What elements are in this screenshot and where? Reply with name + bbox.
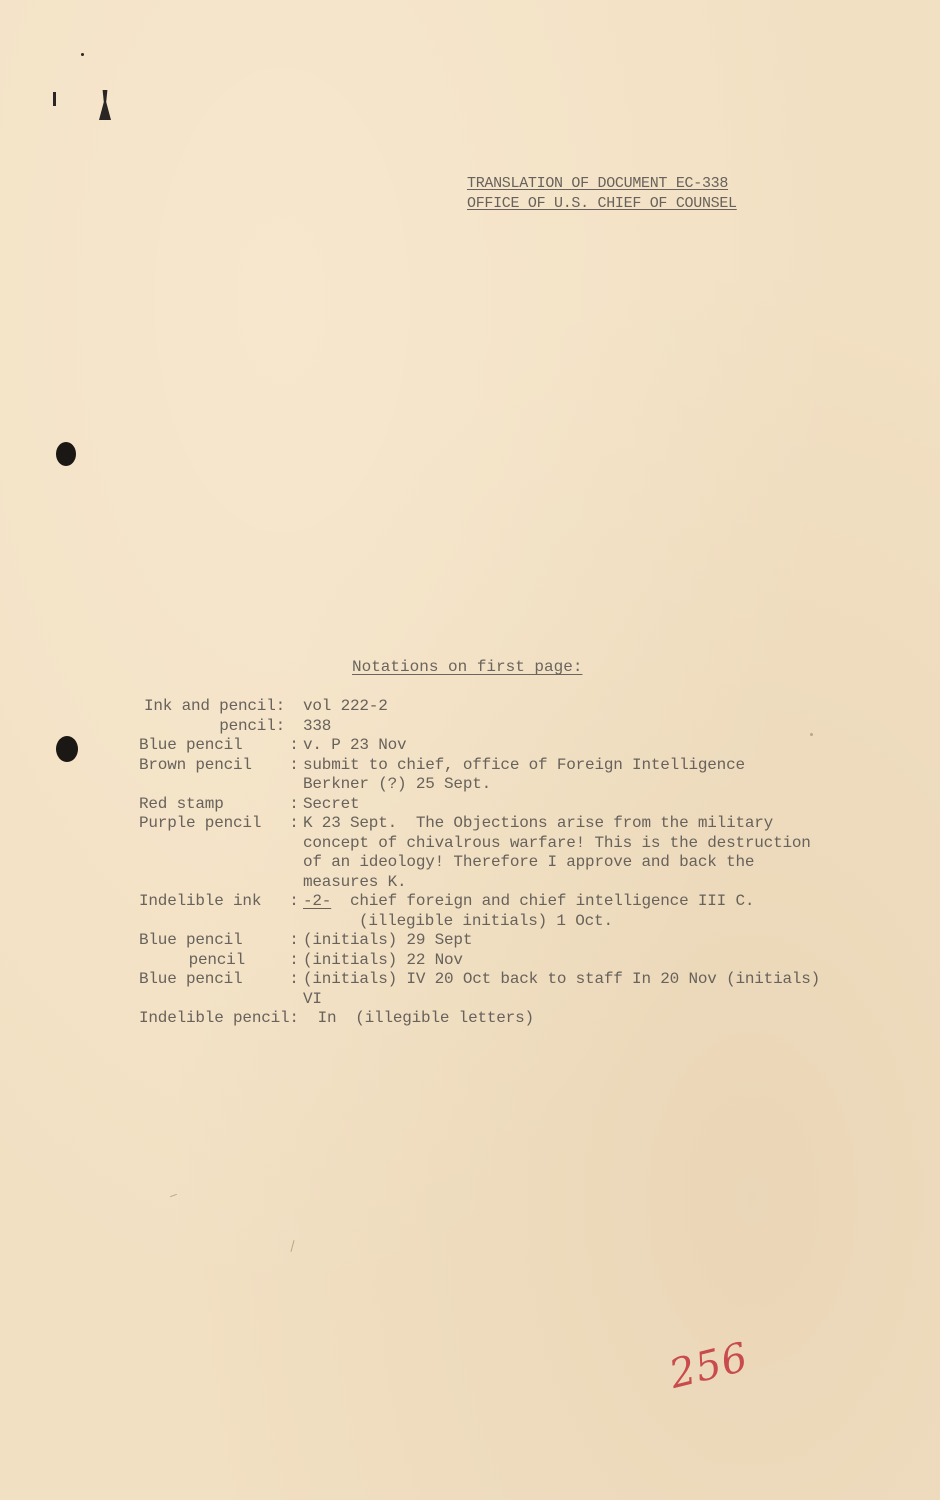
notation-colon: : (289, 931, 299, 949)
notation-label: Indelible pencil: (139, 1009, 299, 1027)
dot-mark (81, 53, 84, 56)
notation-row (139, 756, 859, 776)
punch-hole-top (56, 442, 76, 466)
notation-colon: : (289, 794, 299, 813)
notation-value-text: chief foreign and chief intelligence III C. (331, 892, 755, 910)
notation-colon: : (289, 970, 299, 988)
notation-row (139, 736, 859, 756)
notation-label: Blue pencil (139, 736, 243, 754)
notation-value: submit to chief, office of Foreign Intelligence (303, 755, 745, 774)
notation-row (139, 1009, 859, 1029)
clip-mark (99, 90, 111, 120)
notation-continuation: Berkner (?) 25 Sept. (303, 775, 492, 793)
notation-underlined-prefix: -2- (303, 892, 332, 910)
notation-label: Red stamp (139, 794, 224, 813)
header-line-1: TRANSLATION OF DOCUMENT EC-338 (467, 175, 729, 192)
punch-hole-bottom (56, 736, 78, 762)
notation-value: In (illegible letters) (317, 1009, 534, 1027)
notation-row (139, 814, 859, 834)
notation-continuation: (illegible initials) 1 Oct. (359, 911, 613, 930)
notation-colon (285, 697, 303, 717)
notation-continuation: measures K. (303, 872, 407, 891)
notation-row (139, 795, 859, 815)
notations-title: Notations on first page: (352, 658, 583, 676)
notation-row (139, 931, 859, 951)
notation-label: Blue pencil (139, 931, 243, 949)
notation-value: (initials) IV 20 Oct back to staff In 20 Nov (initials) (303, 970, 821, 988)
notation-colon: : (289, 950, 299, 969)
notation-row (139, 697, 859, 717)
notation-colon: : (289, 814, 299, 832)
notation-continuation: VI (303, 989, 322, 1008)
notation-label: Brown pencil (139, 755, 252, 774)
stray-mark (170, 1194, 177, 1197)
notation-value: K 23 Sept. The Objections arise from the military (303, 814, 774, 832)
notation-value: (initials) 29 Sept (303, 931, 473, 949)
notation-label: Blue pencil (139, 970, 243, 988)
notation-continuation: concept of chivalrous warfare! This is the destruction (303, 833, 811, 852)
notation-colon (285, 717, 303, 737)
notation-colon: : (289, 736, 299, 754)
notation-row (139, 951, 859, 971)
notation-row (139, 717, 859, 737)
notation-row (139, 970, 859, 990)
notation-value: (initials) 22 Nov (303, 950, 463, 969)
notation-value: vol 222-2 (303, 697, 388, 715)
notation-colon: : (289, 755, 299, 774)
notation-label: Purple pencil (139, 814, 262, 832)
notation-continuation: of an ideology! Therefore I approve and back the (303, 853, 755, 871)
notation-label: Indelible ink (139, 892, 262, 910)
notation-row (139, 892, 859, 912)
stray-mark (290, 1240, 294, 1252)
notation-value: Secret (303, 794, 360, 813)
small-mark (53, 92, 56, 106)
notation-label: pencil (188, 950, 245, 969)
notation-value: v. P 23 Nov (303, 736, 407, 754)
notation-value: 338 (303, 716, 332, 735)
notations-list (139, 697, 859, 1029)
notation-value (303, 892, 754, 912)
notation-label: Ink and pencil: (143, 697, 285, 715)
notation-label: pencil: (219, 716, 285, 735)
header-line-2: OFFICE OF U.S. CHIEF OF COUNSEL (467, 195, 737, 212)
notation-colon: : (289, 892, 299, 910)
handwritten-page-number: 256 (664, 1334, 754, 1398)
document-header (467, 174, 737, 214)
